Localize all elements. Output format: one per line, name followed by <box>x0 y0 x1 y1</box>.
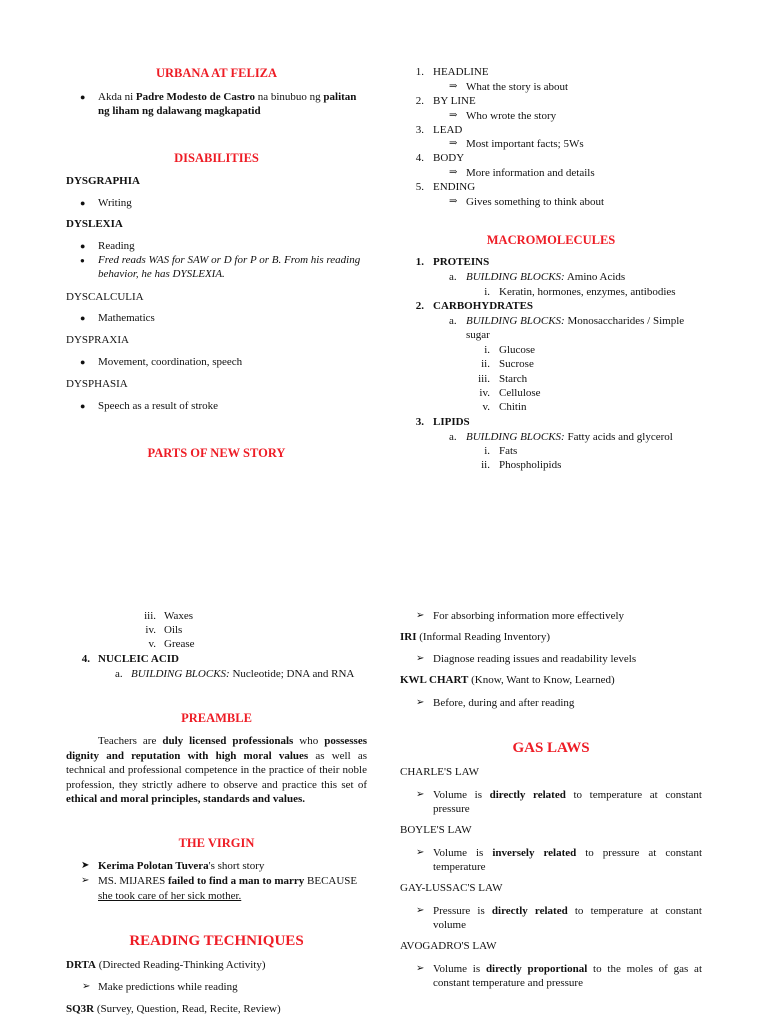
avogadro-description: Volume is directly proportional to the moles of gas at constant temperature and pressure <box>433 963 702 990</box>
bullet-icon: ● <box>80 92 86 102</box>
list-number: 4. <box>81 653 90 665</box>
bullet-icon: ● <box>80 241 86 251</box>
dyslexia-example: Fred reads WAS for SAW or D for P or B. From his reading <box>98 254 361 266</box>
part-label: LEAD <box>433 124 463 136</box>
lipids-building-blocks: BUILDING BLOCKS: Fatty acids and glycerol <box>466 431 673 443</box>
list-number: 2. <box>415 300 424 312</box>
nucleic-building-blocks: BUILDING BLOCKS: Nucleotide; DNA and RNA <box>131 668 355 680</box>
part-description: What the story is about <box>466 81 569 93</box>
macro-carbohydrates: CARBOHYDRATES <box>433 300 534 312</box>
virgin-item-author: Kerima Polotan Tuvera's short story <box>98 860 265 872</box>
list-item: Movement, coordination, speech <box>98 356 243 368</box>
list-item: Writing <box>98 197 132 209</box>
term-dysgraphia: DYSGRAPHIA <box>66 175 140 187</box>
list-item: Waxes <box>164 610 194 622</box>
virgin-item-plot: MS. MIJARES failed to find a man to marry BECAUSE <box>98 875 358 887</box>
urbana-text: Akda ni Padre Modesto de Castro na binubuo ng palitan ng liham ng dalawang magkapatid <box>98 91 357 118</box>
list-item: For absorbing information more effectively <box>433 610 625 622</box>
arrow-bullet-icon: ➢ <box>416 963 425 974</box>
list-number: 3. <box>415 124 424 136</box>
list-number: 1. <box>415 66 424 78</box>
implies-arrow-icon: ⇒ <box>449 138 458 149</box>
carbs-building-blocks-cont: sugar <box>466 329 490 341</box>
heading-parts-of-news-story: PARTS OF NEW STORY <box>147 446 286 460</box>
macro-lipids: LIPIDS <box>433 416 470 428</box>
bullet-icon: ● <box>80 256 85 265</box>
list-roman: ii. <box>481 459 490 471</box>
arrow-bullet-icon: ➤ <box>81 860 90 871</box>
part-label: HEADLINE <box>433 66 489 78</box>
list-roman: ii. <box>481 358 490 370</box>
list-item: Diagnose reading issues and readability levels <box>433 653 637 665</box>
heading-macromolecules: MACROMOLECULES <box>486 233 616 247</box>
arrow-bullet-icon: ➢ <box>416 610 425 621</box>
virgin-item-plot-cont: she took care of her sick mother. <box>98 890 242 902</box>
list-number: 2. <box>415 95 424 107</box>
list-item: Fats <box>499 445 518 457</box>
term-dysphasia: DYSPHASIA <box>66 378 128 390</box>
list-item: Sucrose <box>499 358 534 370</box>
arrow-bullet-icon: ➢ <box>82 981 91 992</box>
list-item: Glucose <box>499 344 536 356</box>
list-roman: iii. <box>478 373 490 385</box>
list-item: Phospholipids <box>499 459 562 471</box>
macro-nucleic-acid: NUCLEIC ACID <box>98 653 179 665</box>
dyslexia-example-cont: behavior, he has DYSLEXIA. <box>98 268 225 280</box>
arrow-bullet-icon: ➢ <box>81 875 90 886</box>
arrow-bullet-icon: ➢ <box>416 789 425 800</box>
part-description: Gives something to think about <box>466 196 605 208</box>
proteins-building-blocks: BUILDING BLOCKS: Amino Acids <box>466 271 626 283</box>
law-boyles: BOYLE'S LAW <box>400 824 472 836</box>
charles-description: Volume is directly related to temperature at constant pressure <box>433 789 702 816</box>
bullet-icon: ● <box>80 198 86 208</box>
implies-arrow-icon: ⇒ <box>449 110 458 121</box>
list-roman: i. <box>484 344 490 356</box>
part-description: More information and details <box>466 167 595 179</box>
implies-arrow-icon: ⇒ <box>449 81 458 92</box>
boyles-description: Volume is inversely related to pressure at constant temperature <box>433 847 702 874</box>
technique-sq3r: SQ3R (Survey, Question, Read, Recite, Review) <box>66 1003 281 1015</box>
list-roman: iii. <box>144 610 156 622</box>
bullet-icon: ● <box>80 401 86 411</box>
heading-the-virgin: THE VIRGIN <box>178 836 255 850</box>
law-avogadro: AVOGADRO'S LAW <box>400 940 497 952</box>
list-letter: a. <box>115 668 123 680</box>
part-description: Most important facts; 5Ws <box>466 138 584 150</box>
heading-reading-techniques: READING TECHNIQUES <box>129 933 304 949</box>
arrow-bullet-icon: ➢ <box>416 847 425 858</box>
heading-preamble: PREAMBLE <box>181 711 252 725</box>
list-number: 4. <box>415 152 424 164</box>
term-dyscalculia: DYSCALCULIA <box>66 291 144 303</box>
part-label: BODY <box>433 152 465 164</box>
list-item: Cellulose <box>499 387 541 399</box>
list-roman: v. <box>148 638 156 650</box>
bullet-icon: ● <box>80 357 86 367</box>
implies-arrow-icon: ⇒ <box>449 167 458 178</box>
list-number: 3. <box>415 416 424 428</box>
list-item: Before, during and after reading <box>433 697 575 709</box>
heading-disabilities: DISABILITIES <box>174 151 259 165</box>
list-item: Speech as a result of stroke <box>98 400 219 412</box>
proteins-examples: Keratin, hormones, enzymes, antibodies <box>499 286 676 298</box>
list-roman: i. <box>484 445 490 457</box>
list-letter: a. <box>449 271 457 283</box>
part-label: BY LINE <box>433 95 476 107</box>
gay-lussac-description: Pressure is directly related to temperature at constant volume <box>433 905 702 932</box>
part-description: Who wrote the story <box>466 110 557 122</box>
list-letter: a. <box>449 315 457 327</box>
list-item: Grease <box>164 638 195 650</box>
heading-urbana: URBANA AT FELIZA <box>155 66 278 80</box>
list-roman: i. <box>484 286 490 298</box>
technique-iri: IRI (Informal Reading Inventory) <box>400 631 550 643</box>
list-letter: a. <box>449 431 457 443</box>
list-roman: iv. <box>145 624 156 636</box>
list-roman: iv. <box>479 387 490 399</box>
list-item: Chitin <box>499 401 527 413</box>
list-item: Starch <box>499 373 528 385</box>
carbs-building-blocks: BUILDING BLOCKS: Monosaccharides / Simple <box>466 315 685 327</box>
preamble-paragraph: Teachers are duly licensed professionals who possesses dignity and reputation with high moral values as well as technical and professional competence in the practice of their noble profession, they strictly adhere to observe and practice this set of ethical and moral principles, standards and values. <box>66 735 368 806</box>
technique-drta: DRTA (Directed Reading-Thinking Activity) <box>66 959 266 971</box>
term-dyslexia: DYSLEXIA <box>66 218 123 230</box>
law-gay-lussac: GAY-LUSSAC'S LAW <box>400 882 503 894</box>
list-number: 5. <box>415 181 424 193</box>
law-charles: CHARLE'S LAW <box>400 766 480 778</box>
term-dyspraxia: DYSPRAXIA <box>66 334 129 346</box>
list-item: Reading <box>98 240 135 252</box>
list-item: Oils <box>164 624 183 636</box>
heading-gas-laws: GAS LAWS <box>512 740 590 756</box>
part-label: ENDING <box>433 181 476 193</box>
list-item: Make predictions while reading <box>98 981 238 993</box>
arrow-bullet-icon: ➢ <box>416 905 425 916</box>
list-item: Mathematics <box>98 312 155 324</box>
bullet-icon: ● <box>80 313 86 323</box>
implies-arrow-icon: ⇒ <box>449 196 458 207</box>
arrow-bullet-icon: ➢ <box>416 697 425 708</box>
macro-proteins: PROTEINS <box>433 256 490 268</box>
arrow-bullet-icon: ➢ <box>416 653 425 664</box>
list-roman: v. <box>482 401 490 413</box>
technique-kwl: KWL CHART (Know, Want to Know, Learned) <box>400 674 615 686</box>
list-number: 1. <box>415 256 424 268</box>
